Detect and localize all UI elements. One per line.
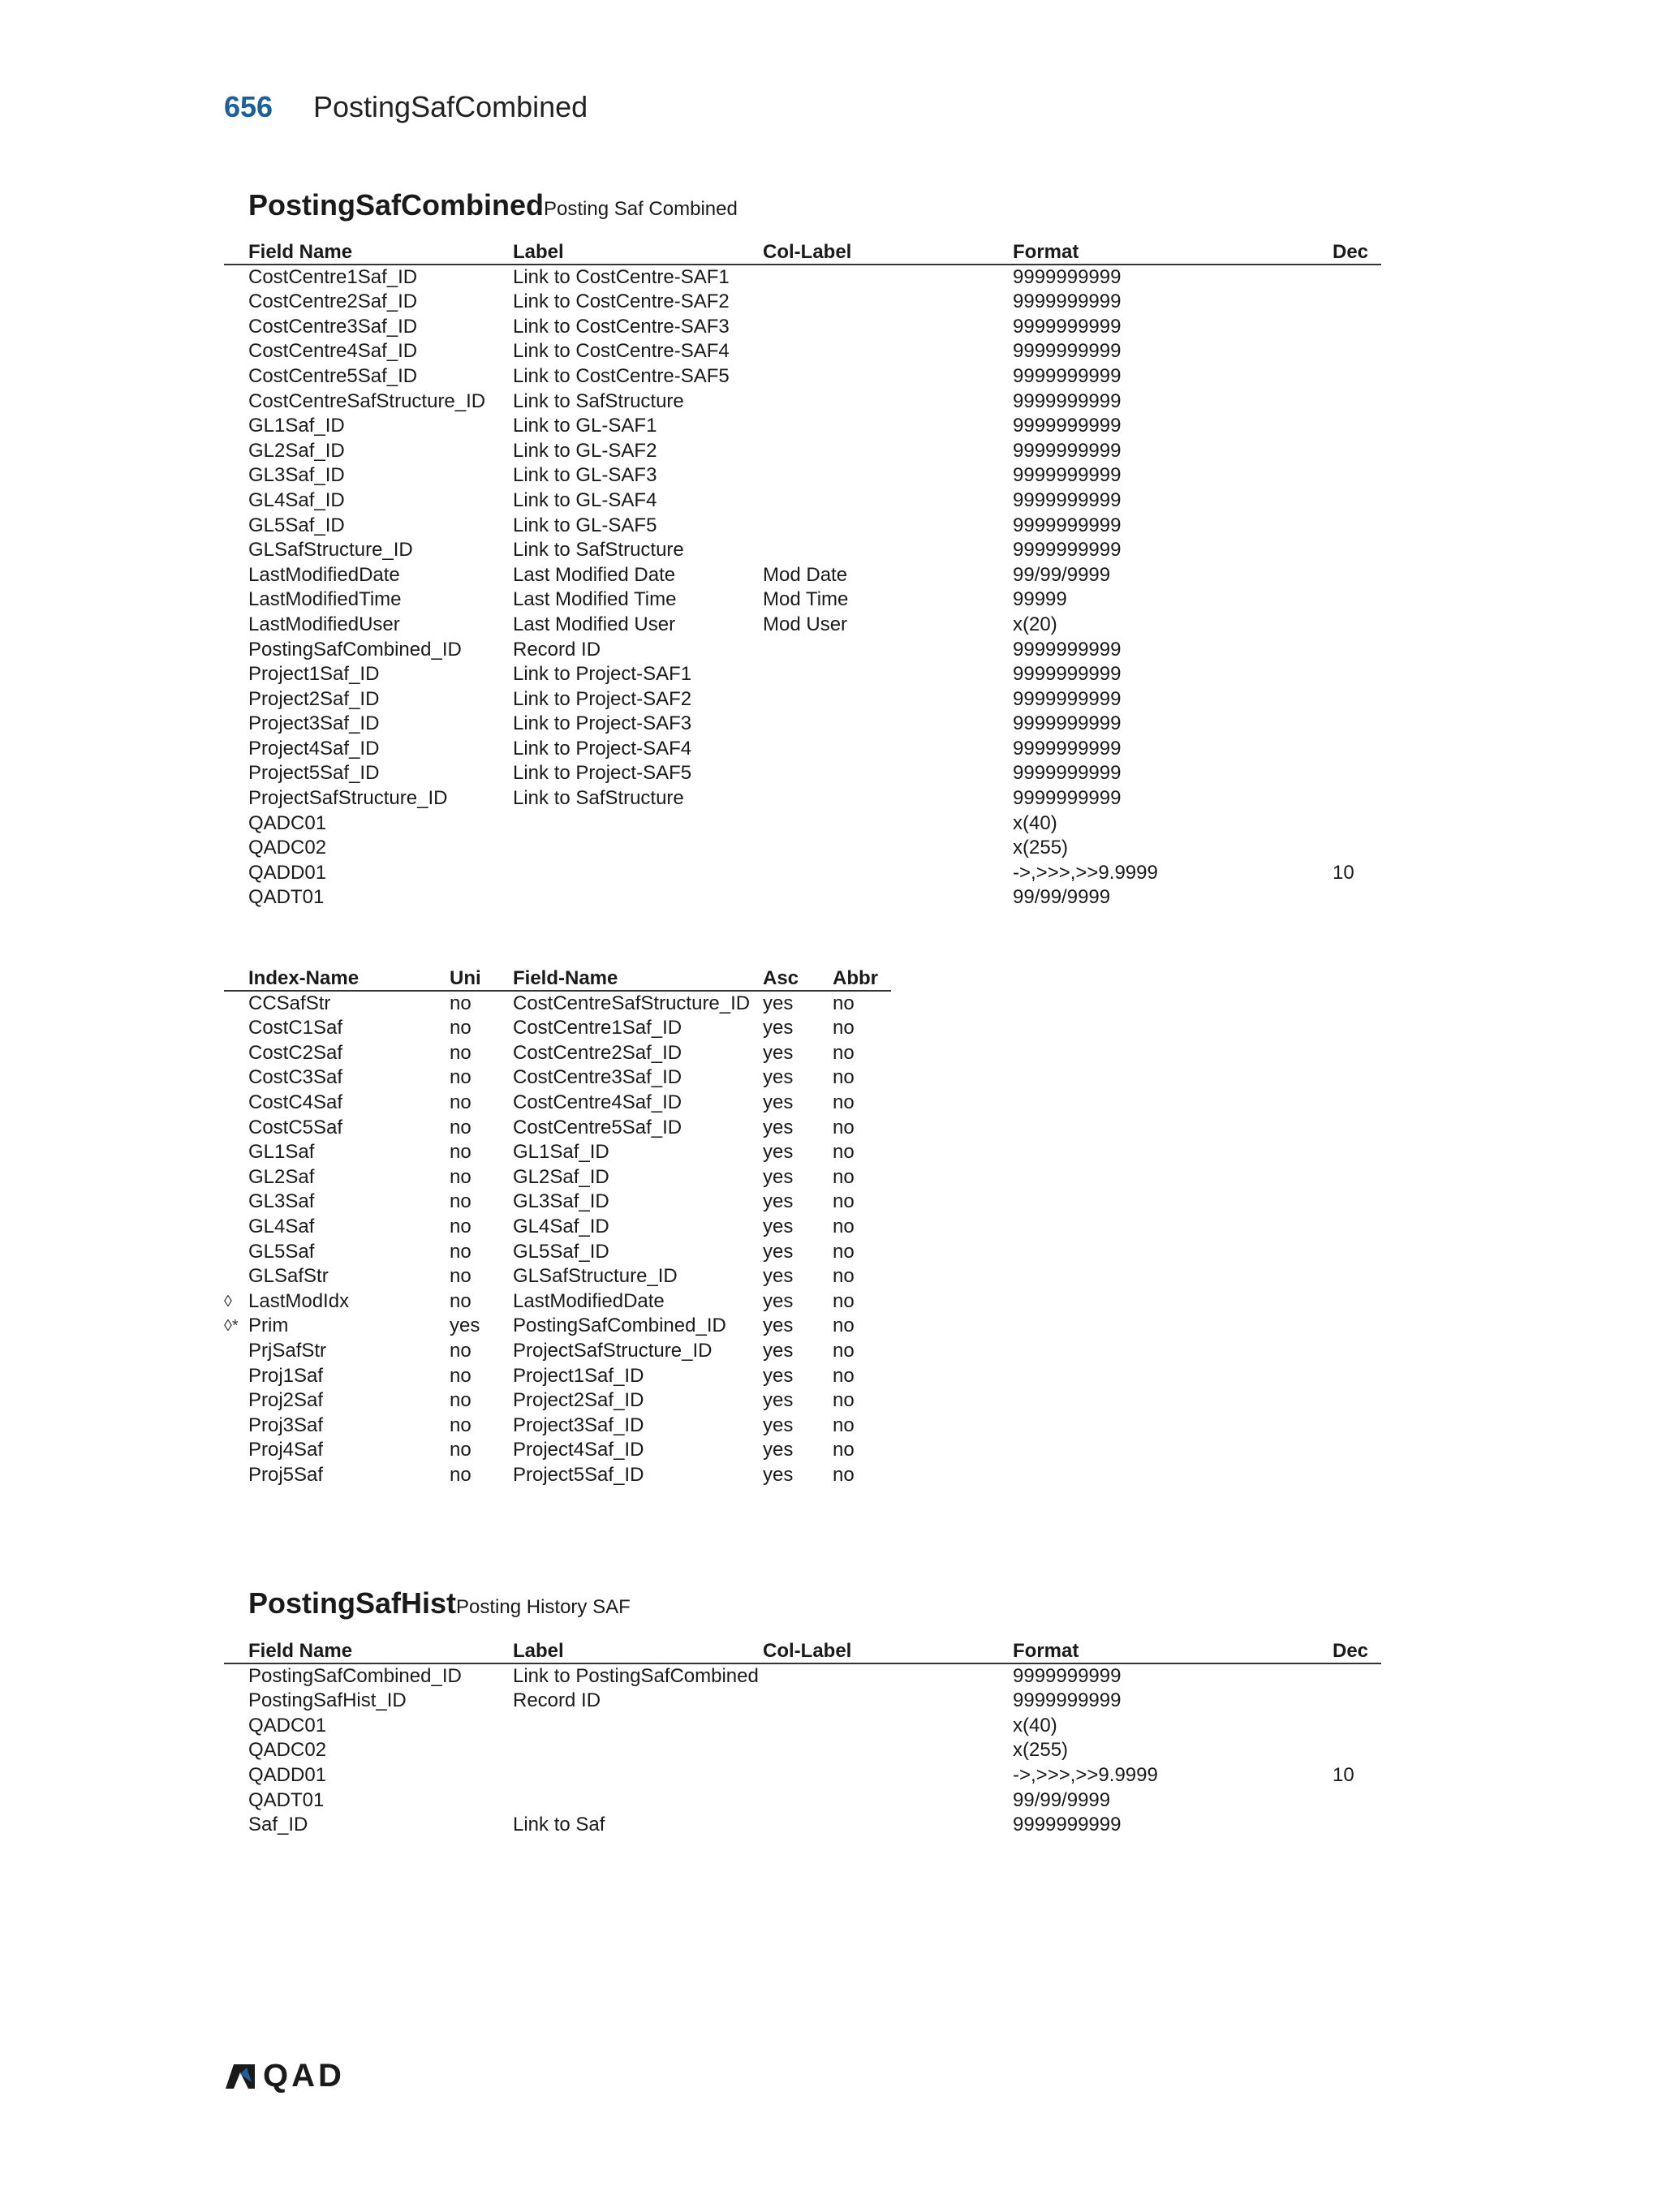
column-header: Abbr [833,967,878,989]
table-cell: 9999999999 [1013,265,1122,288]
table-cell: GL3Saf [248,1190,315,1213]
table-cell: yes [763,1141,794,1164]
table-cell: yes [763,1041,794,1064]
index-row [224,1314,891,1339]
table-cell: yes [763,1414,794,1436]
table-cell: yes [763,1463,794,1486]
table-cell: CostC3Saf [248,1066,343,1089]
page-number: 656 [224,90,273,123]
table-cell: Last Modified Time [513,588,677,611]
table-cell: CostCentre4Saf_ID [513,1091,682,1113]
table-cell: Link to SafStructure [513,389,684,412]
table-cell: yes [763,1066,794,1089]
column-header: Format [1013,1640,1079,1662]
table-cell: no [450,1041,471,1064]
table-cell: Link to GL-SAF1 [513,415,657,437]
table-cell: no [833,992,855,1014]
table-cell: GLSafStructure_ID [513,1265,678,1288]
table-cell: no [833,1240,855,1263]
index-row [224,1140,891,1165]
table-row [224,463,1381,488]
table-row [224,265,1381,290]
table-row [224,761,1381,786]
table-cell: Project2Saf_ID [513,1389,644,1412]
table-cell: no [450,1463,471,1486]
table-cell: CostCentreSafStructure_ID [513,992,751,1014]
table-row [224,737,1381,762]
table-cell: yes [763,1116,794,1138]
table-cell: yes [763,1215,794,1237]
table-cell: no [450,1265,471,1288]
index-table-1 [224,966,891,1487]
table-cell: CostCentre5Saf_ID [248,364,418,387]
table-cell: LastModifiedDate [248,563,400,586]
table-cell: ->,>>>,>>9.9999 [1013,861,1158,884]
table-cell: QADT01 [248,886,325,909]
table-cell: Link to Project-SAF1 [513,663,692,686]
table-cell: no [833,1141,855,1164]
table-row [224,712,1381,737]
table-cell: 99/99/9999 [1013,886,1111,909]
index-row [224,1388,891,1414]
table-cell: Mod Time [763,588,849,611]
table-cell: PrjSafStr [248,1339,327,1362]
table-row [224,861,1381,886]
table-row [224,414,1381,439]
index-row [224,1065,891,1091]
table-cell: 99999 [1013,588,1067,611]
table-row [224,587,1381,613]
table-cell: 9999999999 [1013,1689,1122,1712]
index-row [224,1240,891,1265]
table-header-row [224,240,1381,265]
table-cell: x(40) [1013,811,1057,834]
table-cell: ProjectSafStructure_ID [248,787,448,810]
table-cell: GL3Saf_ID [248,464,345,487]
table-cell: 9999999999 [1013,439,1122,462]
table-cell: 9999999999 [1013,415,1122,437]
table-cell: 9999999999 [1013,787,1122,810]
table-cell: 10 [1333,1763,1354,1786]
table-cell: GL2Saf_ID [248,439,345,462]
table-cell: Mod Date [763,563,848,586]
table-row [224,662,1381,687]
table-cell: yes [763,1315,794,1337]
table-cell: CostCentre3Saf_ID [248,315,418,338]
table-row [224,1714,1381,1739]
table-row [224,389,1381,415]
table-cell: no [833,1439,855,1461]
table-cell: GL1Saf [248,1141,315,1164]
table-cell: Proj5Saf [248,1463,324,1486]
column-header: Format [1013,241,1079,263]
table-cell: no [833,1463,855,1486]
table-row [224,1763,1381,1788]
field-table-1 [224,240,1381,910]
table-cell: no [833,1190,855,1213]
table-cell: 9999999999 [1013,712,1122,735]
column-header: Field Name [248,241,353,263]
table-cell: Link to CostCentre-SAF1 [513,265,730,288]
table-cell: GL4Saf_ID [513,1215,609,1237]
table-cell: Mod User [763,613,848,635]
table-cell: LastModifiedUser [248,613,400,635]
table-cell: no [833,1414,855,1436]
table-row [224,439,1381,464]
logo-text: QAD [263,2058,345,2094]
table-cell: x(20) [1013,613,1057,635]
table-cell: Prim [248,1315,289,1337]
index-row [224,1190,891,1215]
table-cell: no [833,1017,855,1039]
column-header: Index-Name [248,967,360,989]
table-cell: no [450,992,471,1014]
page-header [224,90,588,123]
table-cell: GL5Saf [248,1240,315,1263]
table-cell: CostCentre2Saf_ID [248,290,418,313]
table-cell: Link to GL-SAF5 [513,514,657,536]
qad-logo [224,2058,345,2094]
table-row [224,315,1381,340]
table-cell: GL1Saf_ID [248,415,345,437]
table-cell: no [450,1289,471,1312]
table-row [224,1689,1381,1714]
table-cell: yes [763,1364,794,1387]
table-row [224,836,1381,861]
table-cell: LastModIdx [248,1289,350,1312]
table-cell: x(255) [1013,837,1069,859]
column-header: Label [513,1640,564,1662]
table-cell: CostCentre4Saf_ID [248,340,418,363]
table-cell: GLSafStructure_ID [248,539,413,562]
table-cell: yes [763,1091,794,1113]
column-header: Label [513,241,564,263]
column-header: Col-Label [763,1640,852,1662]
table-cell: GL3Saf_ID [513,1190,609,1213]
table-cell: Project3Saf_ID [513,1414,644,1436]
index-marker: ◊ [224,1292,232,1310]
table-cell: QADC01 [248,811,327,834]
table-cell: Link to PostingSafCombined [513,1664,759,1687]
table-cell: Project3Saf_ID [248,712,380,735]
qad-logo-icon [224,2063,256,2090]
index-marker: ◊* [224,1317,239,1336]
table-cell: Last Modified User [513,613,676,635]
column-header: Col-Label [763,241,852,263]
table-cell: GL4Saf [248,1215,315,1237]
table-cell: yes [763,1240,794,1263]
table-cell: yes [763,1389,794,1412]
index-row [224,1438,891,1463]
table-row [224,563,1381,588]
table-cell: no [450,1439,471,1461]
table-cell: PostingSafHist_ID [248,1689,407,1712]
table-cell: no [833,1116,855,1138]
table-cell: Link to Project-SAF5 [513,762,692,785]
table-title-2 [248,1586,631,1620]
table-cell: 9999999999 [1013,539,1122,562]
index-row [224,1264,891,1289]
table-cell: no [833,1041,855,1064]
field-table-2 [224,1639,1381,1838]
table-cell: no [450,1116,471,1138]
table-cell: CostCentre5Saf_ID [513,1116,682,1138]
table-cell: Link to Saf [513,1814,605,1836]
table-cell: 9999999999 [1013,687,1122,710]
table-cell: QADC02 [248,837,327,859]
table-cell: Link to GL-SAF3 [513,464,657,487]
table-cell: yes [763,1265,794,1288]
table-cell: no [450,1215,471,1237]
table-cell: GL5Saf_ID [513,1240,609,1263]
table-cell: no [450,1141,471,1164]
table-name: PostingSafCombined [248,188,545,222]
table-cell: yes [763,1289,794,1312]
table-cell: CostCentreSafStructure_ID [248,389,486,412]
table-cell: 9999999999 [1013,737,1122,760]
table-cell: 9999999999 [1013,514,1122,536]
column-header: Field-Name [513,967,618,989]
index-row [224,1215,891,1240]
column-header: Dec [1333,1640,1369,1662]
table-row [224,514,1381,539]
table-cell: CostCentre3Saf_ID [513,1066,682,1089]
table-header-row [224,1639,1381,1664]
table-cell: no [833,1339,855,1362]
table-cell: no [833,1066,855,1089]
table-cell: no [833,1165,855,1188]
table-cell: 9999999999 [1013,762,1122,785]
table-cell: GL5Saf_ID [248,514,345,536]
table-cell: 9999999999 [1013,364,1122,387]
table-row [224,613,1381,638]
table-cell: GLSafStr [248,1265,329,1288]
table-cell: ProjectSafStructure_ID [513,1339,713,1362]
table-cell: no [450,1165,471,1188]
table-cell: CostCentre1Saf_ID [513,1017,682,1039]
table-cell: LastModifiedTime [248,588,402,611]
table-cell: CostC4Saf [248,1091,343,1113]
table-cell: QADC01 [248,1714,327,1736]
table-cell: Record ID [513,638,601,661]
table-cell: GL2Saf [248,1165,315,1188]
table-row [224,488,1381,514]
table-cell: 9999999999 [1013,389,1122,412]
table-cell: 9999999999 [1013,315,1122,338]
index-row [224,1116,891,1141]
table-cell: GL4Saf_ID [248,488,345,511]
table-cell: Link to SafStructure [513,539,684,562]
table-cell: CostC5Saf [248,1116,343,1138]
table-cell: PostingSafCombined_ID [513,1315,726,1337]
table-row [224,538,1381,563]
table-cell: 10 [1333,861,1354,884]
index-row [224,1339,891,1364]
table-cell: Project5Saf_ID [248,762,380,785]
table-row [224,290,1381,315]
table-cell: Link to GL-SAF2 [513,439,657,462]
table-cell: no [833,1389,855,1412]
table-cell: Link to CostCentre-SAF5 [513,364,730,387]
table-row [224,364,1381,389]
index-row [224,992,891,1017]
table-name: PostingSafHist [248,1586,457,1620]
table-row [224,687,1381,712]
table-cell: Link to Project-SAF4 [513,737,692,760]
table-cell: yes [763,1165,794,1188]
table-cell: yes [763,1339,794,1362]
table-cell: yes [450,1315,480,1337]
table-cell: no [450,1091,471,1113]
table-cell: no [833,1364,855,1387]
index-row [224,1016,891,1041]
table-cell: Project1Saf_ID [513,1364,644,1387]
table-cell: 9999999999 [1013,290,1122,313]
table-row [224,339,1381,364]
column-header: Dec [1333,241,1369,263]
table-cell: yes [763,992,794,1014]
table-row [224,1664,1381,1689]
index-row [224,1414,891,1439]
table-cell: no [450,1339,471,1362]
table-title-1 [248,188,738,222]
table-cell: no [833,1265,855,1288]
table-description: Posting History SAF [456,1596,631,1618]
table-cell: CostC2Saf [248,1041,343,1064]
index-row [224,1364,891,1389]
table-cell: no [450,1364,471,1387]
table-row [224,1788,1381,1814]
table-cell: 9999999999 [1013,638,1122,661]
table-cell: Project5Saf_ID [513,1463,644,1486]
table-cell: CostC1Saf [248,1017,343,1039]
page-title: PostingSafCombined [313,90,588,123]
table-cell: no [833,1289,855,1312]
column-header: Field Name [248,1640,353,1662]
index-row [224,1041,891,1066]
table-cell: Project4Saf_ID [248,737,380,760]
column-header: Asc [763,967,799,989]
table-cell: 9999999999 [1013,1814,1122,1836]
table-cell: 9999999999 [1013,464,1122,487]
table-cell: no [833,1091,855,1113]
table-cell: no [450,1066,471,1089]
table-cell: 9999999999 [1013,340,1122,363]
table-cell: ->,>>>,>>9.9999 [1013,1763,1158,1786]
column-header: Uni [450,967,481,989]
table-cell: Project2Saf_ID [248,687,380,710]
table-cell: x(255) [1013,1739,1069,1762]
table-cell: 99/99/9999 [1013,563,1111,586]
table-cell: Link to Project-SAF2 [513,687,692,710]
table-cell: Saf_ID [248,1814,308,1836]
table-description: Posting Saf Combined [544,198,738,220]
table-cell: Proj2Saf [248,1389,324,1412]
table-cell: no [833,1315,855,1337]
table-cell: Link to CostCentre-SAF4 [513,340,730,363]
table-cell: LastModifiedDate [513,1289,665,1312]
table-cell: PostingSafCombined_ID [248,1664,462,1687]
table-cell: Proj4Saf [248,1439,324,1461]
table-row [224,638,1381,663]
table-cell: no [833,1215,855,1237]
table-cell: no [450,1017,471,1039]
table-cell: no [450,1190,471,1213]
table-row [224,811,1381,837]
table-cell: no [450,1240,471,1263]
table-cell: PostingSafCombined_ID [248,638,462,661]
table-cell: Proj3Saf [248,1414,324,1436]
table-cell: 9999999999 [1013,488,1122,511]
table-cell: x(40) [1013,1714,1057,1736]
table-cell: yes [763,1439,794,1461]
table-cell: Last Modified Date [513,563,676,586]
table-cell: 99/99/9999 [1013,1788,1111,1811]
table-cell: Link to CostCentre-SAF3 [513,315,730,338]
table-row [224,1813,1381,1838]
table-cell: QADC02 [248,1739,327,1762]
table-cell: CCSafStr [248,992,331,1014]
table-cell: CostCentre2Saf_ID [513,1041,682,1064]
table-cell: QADT01 [248,1788,325,1811]
table-row [224,786,1381,811]
index-row [224,1165,891,1190]
table-cell: no [450,1389,471,1412]
table-cell: CostCentre1Saf_ID [248,265,418,288]
table-cell: Proj1Saf [248,1364,324,1387]
table-row [224,1738,1381,1763]
table-cell: yes [763,1017,794,1039]
table-cell: yes [763,1190,794,1213]
index-row [224,1091,891,1116]
table-row [224,885,1381,910]
table-cell: GL1Saf_ID [513,1141,609,1164]
table-cell: QADD01 [248,1763,327,1786]
table-cell: no [450,1414,471,1436]
table-cell: 9999999999 [1013,1664,1122,1687]
index-row [224,1463,891,1488]
table-header-row [224,966,891,992]
table-cell: Link to Project-SAF3 [513,712,692,735]
table-cell: Link to CostCentre-SAF2 [513,290,730,313]
table-cell: 9999999999 [1013,663,1122,686]
table-cell: QADD01 [248,861,327,884]
index-row [224,1289,891,1315]
table-cell: Link to GL-SAF4 [513,488,657,511]
table-cell: Record ID [513,1689,601,1712]
table-cell: Project4Saf_ID [513,1439,644,1461]
table-cell: GL2Saf_ID [513,1165,609,1188]
table-cell: Project1Saf_ID [248,663,380,686]
table-cell: Link to SafStructure [513,787,684,810]
